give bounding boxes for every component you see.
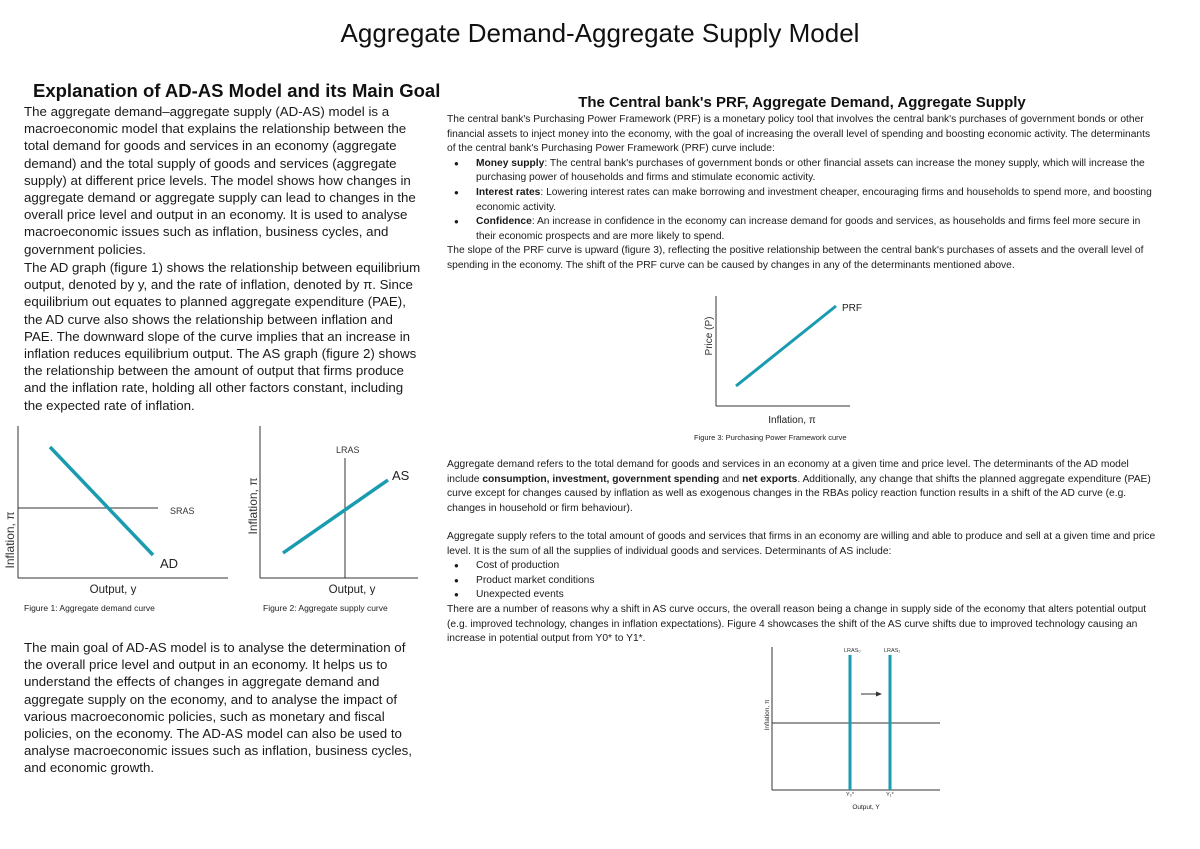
- fig2-as-label: AS: [392, 468, 410, 483]
- main-goal-paragraph: The main goal of AD-AS model is to analyse the determination of the overall price level and output in an economy. It helps us to understand the effects of changes in aggregate demand and aggregate supply on the economy, and to analyse the impact of various macroeconomic policies, such as monetary and fiscal policies, on the economy. The AD-AS model can also be used to analyse macroeconomic issues such as inflation, business cycles, and economic growth.: [24, 640, 413, 776]
- list-item: ● Unexpected events: [447, 588, 1159, 603]
- list-item: [447, 157, 1159, 186]
- page-title: Aggregate Demand-Aggregate Supply Model: [340, 18, 860, 48]
- figure-3-prf-chart: [700, 290, 870, 430]
- fig4-lras1-label: LRAS₁: [884, 648, 901, 654]
- fig2-x-label: Output, y: [328, 584, 376, 595]
- fig4-y0-label: Y₀*: [845, 792, 855, 798]
- determinant-term: Interest rates: [476, 186, 541, 198]
- fig1-ad-label: AD: [160, 556, 179, 571]
- determinant-term: Money supply: [476, 157, 545, 169]
- fig1-x-label: Output, y: [89, 584, 137, 595]
- fig4-shift-arrow-head: [876, 692, 882, 697]
- fig4-lras0-label: LRAS₀: [844, 648, 861, 654]
- fig2-lras-label: LRAS: [336, 445, 360, 455]
- left-section-heading: Explanation of AD-AS Model and its Main Goal: [33, 80, 441, 101]
- prf-determinants-list: [447, 157, 1159, 245]
- fig4-y1-label: Y₁*: [886, 792, 894, 798]
- prf-slope-paragraph: The slope of the PRF curve is upward (figure 3), reflecting the positive relationship between the central bank's purchases of assets and the overall level of spending in the economy. The shift of the PRF curve can be caused by changes in any of the determinants mentioned above.: [447, 245, 1144, 271]
- figure-1-ad-chart: [0, 420, 240, 595]
- figure-2-as-chart: [240, 420, 430, 595]
- determinant-term: Confidence: [476, 216, 532, 228]
- list-item: ● Cost of production: [447, 559, 1159, 574]
- prf-section: [447, 113, 1159, 274]
- ad-bold-net-exports: net exports: [742, 473, 798, 485]
- fig3-prf-curve: [736, 306, 836, 386]
- fig1-y-label: Inflation, π: [3, 511, 17, 569]
- ad-text-2: and: [719, 473, 743, 485]
- ad-as-graph-paragraph: The AD graph (figure 1) shows the relationship between equilibrium output, denoted by y, and the rate of inflation, denoted by π. Since equilibrium out equates to planned aggregate expenditure (PAE), the AD curve also shows the relationship between inflation and PAE. The downward slope of the curve implies that an increase in inflation reduces equilibrium output. The AS graph (figure 2) shows the relationship between the amount of output that firms produce and the inflation rate, holding all other factors constant, including the expected rate of inflation.: [24, 260, 421, 413]
- fig1-ad-curve: [50, 447, 153, 555]
- list-item: ● Product market conditions: [447, 574, 1159, 589]
- list-item: [447, 186, 1159, 215]
- ad-bold-components: consumption, investment, government spending: [482, 473, 720, 485]
- fig2-y-label: Inflation, π: [246, 477, 260, 535]
- fig3-x-label: Inflation, π: [768, 415, 816, 426]
- aggregate-supply-section: [447, 530, 1159, 647]
- determinant-text: : An increase in confidence in the economy can increase demand for goods and services, as households and firms feel more secure in their economic prospects and are more likely to spend.: [476, 216, 1141, 242]
- as-determinants-list: [447, 559, 1159, 603]
- figure-4-as-shift-chart: [758, 643, 948, 815]
- as-intro-paragraph: Aggregate supply refers to the total amount of goods and services that firms in an economy are willing and able to produce and sell at a given time and price level. It is the sum of all the supplies of individual goods and services. Determinants of AS include:: [447, 531, 1156, 557]
- right-section-heading: The Central bank's PRF, Aggregate Demand, Aggregate Supply: [578, 94, 1026, 111]
- adas-definition-paragraph: The aggregate demand–aggregate supply (AD-AS) model is a macroeconomic model that explains the relationship between the total demand for goods and services in an economy (aggregate demand) and the total supply of goods and services (aggregate supply) at different price levels. The model shows how changes in aggregate demand or aggregate supply can lead to changes in the overall price level and output in an economy. It is used to analyse macroeconomic issues such as inflation, business cycles, and government policies.: [24, 104, 416, 257]
- as-shift-paragraph: There are a number of reasons why a shift in AS curve occurs, the overall reason being a change in supply side of the economy that alters potential output (e.g. improved technology, changes in inflation expectations). Figure 4 showcases the shift of the AS curve shifts due to improved technology causing an increase in potential output from Y0* to Y1*.: [447, 603, 1147, 645]
- ad-text-1: Aggregate demand refers to the total demand for goods and services in an economy at a given time and price level. The determinants of the AD model include: [447, 459, 1129, 485]
- list-item: [447, 215, 1159, 244]
- aggregate-demand-paragraph: [447, 458, 1159, 516]
- figure-1-caption: Figure 1: Aggregate demand curve: [24, 603, 155, 613]
- figure-3-caption: Figure 3: Purchasing Power Framework curve: [694, 433, 847, 442]
- fig4-x-label: Output, Y: [852, 804, 880, 811]
- fig1-sras-label: SRAS: [170, 506, 195, 516]
- fig2-as-curve: [283, 480, 388, 553]
- ad-text-3: . Additionally, any change that shifts the planned aggregate expenditure (PAE) curve except for changes caused by inflation as well as exogenous changes in the RBAs policy reaction function results in a shift of the AD curve (e.g. changes in household or firm behaviour).: [447, 473, 1151, 514]
- determinant-text: : The central bank's purchases of government bonds or other financial assets can increase the money supply, which will increase the purchasing power of households and firms and stimulate economic activity.: [476, 157, 1145, 184]
- fig3-y-label: Price (P): [704, 316, 715, 356]
- figure-2-caption: Figure 2: Aggregate supply curve: [263, 603, 388, 613]
- prf-intro-paragraph: The central bank's Purchasing Power Framework (PRF) is a monetary policy tool that involves the central bank's purchases of government bonds or other financial assets to inject money into the economy, with the goal of increasing the overall level of spending and boosting economic activity. The determinants of the central bank's Purchasing Power Framework (PRF) curve include:: [447, 114, 1151, 155]
- determinant-text: : Lowering interest rates can make borrowing and investment cheaper, encouraging firms and households to spend more, and boosting economic activity.: [476, 186, 1152, 213]
- fig4-y-label: Inflation, π: [764, 699, 771, 731]
- fig3-prf-label: PRF: [842, 303, 862, 314]
